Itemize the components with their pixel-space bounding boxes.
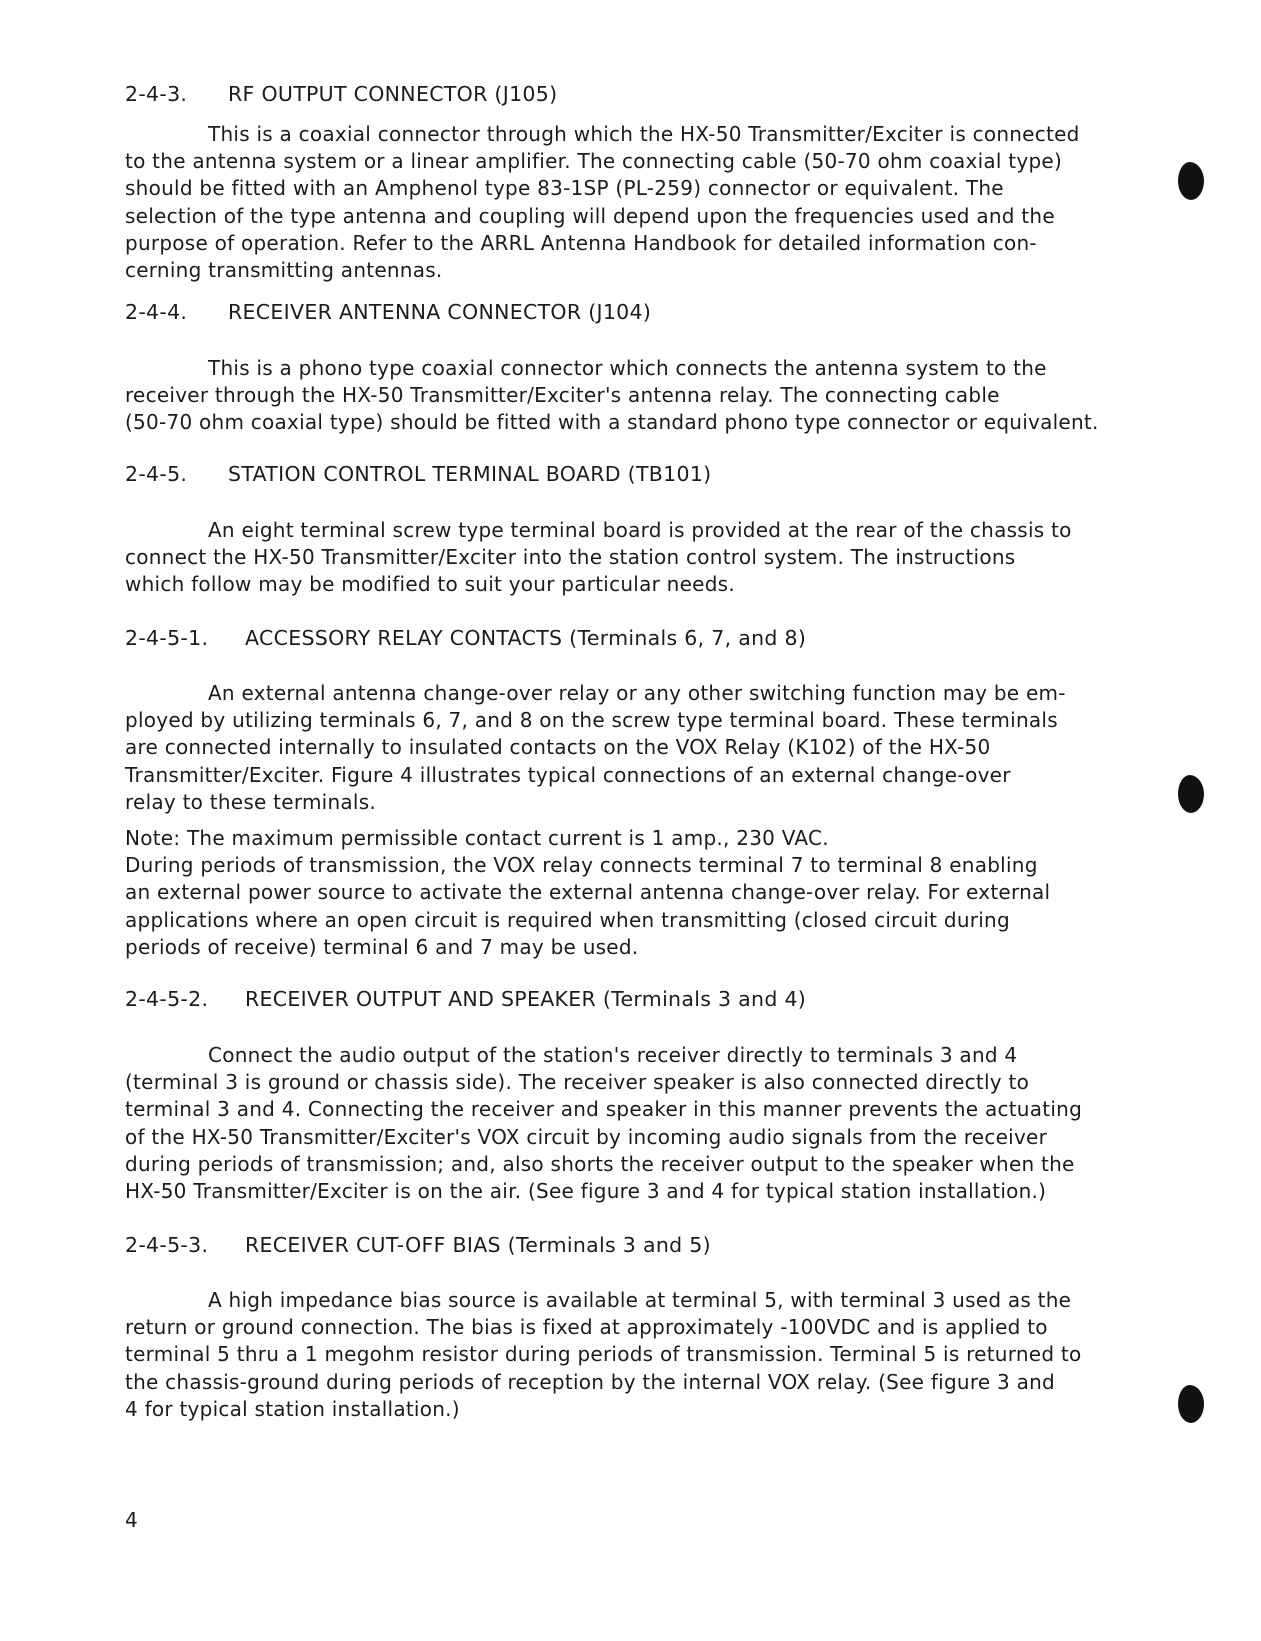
text-line: An eight terminal screw type terminal board is provided at the rear of the chassis to [208, 518, 1072, 542]
text-line: purpose of operation. Refer to the ARRL Antenna Handbook for detailed information con- [125, 230, 1037, 255]
text-line: 4 for typical station installation.) [125, 1396, 460, 1421]
section-number: 2-4-5. [125, 462, 188, 486]
section-number: 2-4-5-2. [125, 987, 209, 1011]
section-number: 2-4-4. [125, 300, 188, 324]
text-line: the chassis-ground during periods of reception by the internal VOX relay. (See figure 3 and [125, 1369, 1055, 1394]
text-line: return or ground connection. The bias is fixed at approximately -100VDC and is applied to [125, 1315, 1048, 1340]
section-paragraph [125, 680, 1125, 816]
note-paragraph [125, 825, 1125, 961]
section-heading-2-4-5-3 [125, 1233, 711, 1257]
text-line: ployed by utilizing terminals 6, 7, and 8 on the screw type terminal board. These terminals [125, 708, 1058, 733]
text-line: terminal 3 and 4. Connecting the receiver and speaker in this manner prevents the actuating [125, 1097, 1083, 1122]
section-heading-2-4-5-2 [125, 987, 806, 1011]
text-line: This is a phono type coaxial connector which connects the antenna system to the [208, 356, 1047, 380]
text-line: During periods of transmission, the VOX relay connects terminal 7 to terminal 8 enabling [125, 853, 1038, 878]
section-paragraph [125, 1287, 1125, 1423]
text-line: selection of the type antenna and coupling will depend upon the frequencies used and the [125, 203, 1055, 228]
section-number: 2-4-5-1. [125, 626, 209, 650]
text-line: applications where an open circuit is required when transmitting (closed circuit during [125, 907, 1010, 932]
text-line: of the HX-50 Transmitter/Exciter's VOX circuit by incoming audio signals from the receiver [125, 1124, 1048, 1149]
text-line: which follow may be modified to suit your particular needs. [125, 572, 735, 597]
text-line: relay to these terminals. [125, 789, 377, 814]
punch-hole-icon [1178, 775, 1204, 813]
text-line: during periods of transmission; and, also shorts the receiver output to the speaker when the [125, 1151, 1075, 1176]
text-line: Note: The maximum permissible contact current is 1 amp., 230 VAC. [125, 826, 829, 850]
text-line: HX-50 Transmitter/Exciter is on the air. (See figure 3 and 4 for typical station installation.) [125, 1179, 1047, 1204]
text-line: terminal 5 thru a 1 megohm resistor during periods of transmission. Terminal 5 is returned to [125, 1342, 1082, 1367]
section-title: RF OUTPUT CONNECTOR (J105) [228, 82, 558, 106]
text-line: cerning transmitting antennas. [125, 258, 443, 283]
section-title: STATION CONTROL TERMINAL BOARD (TB101) [228, 462, 712, 486]
text-line: A high impedance bias source is available at terminal 5, with terminal 3 used as the [208, 1288, 1072, 1312]
text-line: receiver through the HX-50 Transmitter/Exciter's antenna relay. The connecting cable [125, 383, 1000, 408]
text-line: are connected internally to insulated contacts on the VOX Relay (K102) of the HX-50 [125, 735, 991, 760]
text-line: periods of receive) terminal 6 and 7 may be used. [125, 934, 639, 959]
punch-hole-icon [1178, 162, 1204, 200]
section-title: RECEIVER OUTPUT AND SPEAKER (Terminals 3 and 4) [245, 987, 807, 1011]
section-heading-2-4-3 [125, 82, 557, 106]
text-line: an external power source to activate the external antenna change-over relay. For external [125, 880, 1051, 905]
text-line: (50-70 ohm coaxial type) should be fitted with a standard phono type connector or equivalent. [125, 410, 1099, 435]
text-line: connect the HX-50 Transmitter/Exciter into the station control system. The instructions [125, 545, 1016, 570]
section-paragraph [125, 1042, 1125, 1205]
section-heading-2-4-5 [125, 462, 711, 486]
section-heading-2-4-4 [125, 300, 651, 324]
text-line: Transmitter/Exciter. Figure 4 illustrates typical connections of an external change-over [125, 762, 1011, 787]
section-title: ACCESSORY RELAY CONTACTS (Terminals 6, 7, and 8) [245, 626, 807, 650]
section-title: RECEIVER ANTENNA CONNECTOR (J104) [228, 300, 652, 324]
section-title: RECEIVER CUT-OFF BIAS (Terminals 3 and 5) [245, 1233, 711, 1257]
section-number: 2-4-3. [125, 82, 188, 106]
section-paragraph [125, 517, 1125, 599]
text-line: This is a coaxial connector through which the HX-50 Transmitter/Exciter is connected [208, 122, 1080, 146]
section-paragraph [125, 121, 1125, 284]
punch-hole-icon [1178, 1385, 1204, 1423]
text-line: (terminal 3 is ground or chassis side). The receiver speaker is also connected directly to [125, 1070, 1030, 1095]
section-heading-2-4-5-1 [125, 626, 806, 650]
section-number: 2-4-5-3. [125, 1233, 209, 1257]
text-line: An external antenna change-over relay or any other switching function may be em- [208, 681, 1066, 705]
text-line: Connect the audio output of the station's receiver directly to terminals 3 and 4 [208, 1043, 1018, 1067]
page-number: 4 [125, 1508, 138, 1532]
text-line: to the antenna system or a linear amplifier. The connecting cable (50-70 ohm coaxial type) [125, 149, 1063, 174]
text-line: should be fitted with an Amphenol type 83-1SP (PL-259) connector or equivalent. The [125, 176, 1004, 201]
section-paragraph [125, 355, 1125, 437]
